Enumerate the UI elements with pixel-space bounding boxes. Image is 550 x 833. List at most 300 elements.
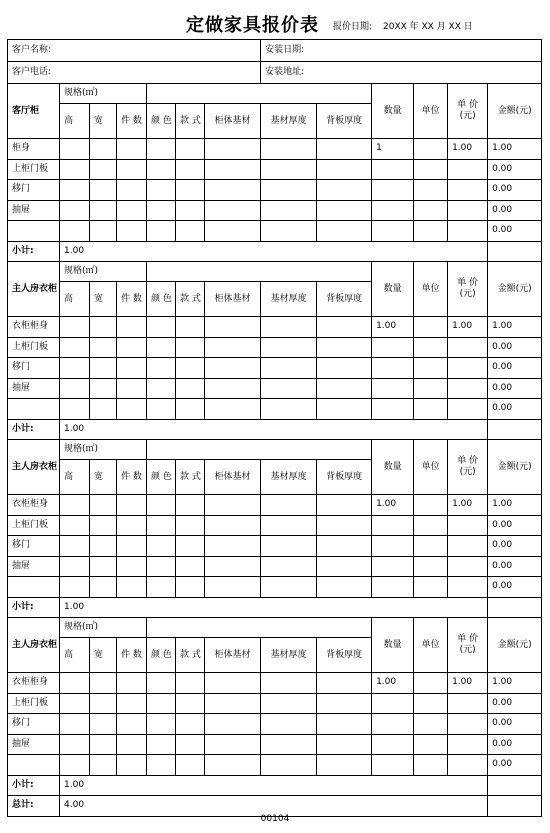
style-header: 款 式 [176, 282, 205, 317]
style-cell[interactable] [176, 693, 205, 714]
pieces-cell[interactable] [117, 200, 147, 221]
unit-price-cell[interactable] [448, 200, 488, 221]
color-cell[interactable] [147, 399, 176, 420]
quantity-cell[interactable]: 1.00 [372, 495, 414, 516]
style-cell[interactable] [176, 378, 205, 399]
spec-header: 规格(㎡) [60, 618, 147, 638]
width-cell[interactable] [90, 337, 117, 358]
unit-price-cell[interactable] [448, 556, 488, 577]
spec-header-spacer [147, 262, 372, 282]
unit-price-cell[interactable] [448, 159, 488, 180]
backboard-thickness-cell[interactable] [317, 159, 372, 180]
color-header: 颜 色 [147, 638, 176, 673]
pieces-cell[interactable] [117, 358, 147, 379]
quantity-cell[interactable] [372, 159, 414, 180]
material-thickness-cell[interactable] [261, 693, 317, 714]
unit-cell[interactable] [414, 673, 448, 694]
total-row [8, 796, 542, 817]
pieces-cell[interactable] [117, 515, 147, 536]
table-row [8, 515, 542, 536]
backboard-thickness-cell[interactable] [317, 536, 372, 557]
subtotal-row [8, 597, 542, 618]
pieces-cell[interactable] [117, 536, 147, 557]
height-header: 高 [60, 282, 90, 317]
unit-cell[interactable] [414, 755, 448, 776]
backboard-thickness-cell[interactable] [317, 399, 372, 420]
pieces-cell[interactable] [117, 139, 147, 160]
unit-header: 单位 [414, 84, 448, 139]
unit-price-cell[interactable] [448, 378, 488, 399]
quantity-cell[interactable] [372, 221, 414, 242]
amount-cell: 0.00 [488, 556, 542, 577]
height-cell[interactable] [60, 577, 90, 598]
item-name-cell: 上柜门板 [8, 515, 60, 536]
material-thickness-cell[interactable] [261, 200, 317, 221]
unit-price-cell[interactable]: 1.00 [448, 139, 488, 160]
backboard-thickness-cell[interactable] [317, 221, 372, 242]
material-thickness-cell[interactable] [261, 317, 317, 338]
amount-cell: 1.00 [488, 673, 542, 694]
width-cell[interactable] [90, 734, 117, 755]
unit-price-cell[interactable]: 1.00 [448, 317, 488, 338]
pieces-cell[interactable] [117, 399, 147, 420]
pieces-cell[interactable] [117, 337, 147, 358]
cabinet-material-cell[interactable] [205, 139, 261, 160]
unit-price-cell[interactable] [448, 693, 488, 714]
quantity-cell[interactable] [372, 734, 414, 755]
height-cell[interactable] [60, 221, 90, 242]
backboard-thickness-cell[interactable] [317, 515, 372, 536]
style-cell[interactable] [176, 577, 205, 598]
item-name-cell: 抽屉 [8, 378, 60, 399]
width-header: 宽 [90, 282, 117, 317]
color-cell[interactable] [147, 358, 176, 379]
install-date-field[interactable]: 安装日期: [261, 40, 542, 62]
width-cell[interactable] [90, 317, 117, 338]
cabinet-material-cell[interactable] [205, 495, 261, 516]
height-cell[interactable] [60, 317, 90, 338]
cabinet-material-cell[interactable] [205, 714, 261, 735]
subtotal-spacer [488, 241, 542, 262]
width-cell[interactable] [90, 673, 117, 694]
color-cell[interactable] [147, 577, 176, 598]
backboard-thickness-cell[interactable] [317, 317, 372, 338]
amount-cell: 0.00 [488, 399, 542, 420]
quantity-cell[interactable]: 1.00 [372, 317, 414, 338]
cabinet-material-cell[interactable] [205, 536, 261, 557]
width-cell[interactable] [90, 495, 117, 516]
unit-price-cell[interactable]: 1.00 [448, 495, 488, 516]
unit-price-cell[interactable] [448, 536, 488, 557]
unit-cell[interactable] [414, 495, 448, 516]
quantity-cell[interactable] [372, 577, 414, 598]
subtotal-row [8, 419, 542, 440]
amount-cell: 0.00 [488, 693, 542, 714]
table-row [8, 577, 542, 598]
style-cell[interactable] [176, 139, 205, 160]
style-cell[interactable] [176, 673, 205, 694]
quantity-cell[interactable] [372, 515, 414, 536]
material-thickness-cell[interactable] [261, 536, 317, 557]
material-thickness-cell[interactable] [261, 159, 317, 180]
style-cell[interactable] [176, 714, 205, 735]
style-cell[interactable] [176, 180, 205, 201]
color-cell[interactable] [147, 495, 176, 516]
color-cell[interactable] [147, 200, 176, 221]
title-bar [0, 8, 550, 36]
cabinet-material-cell[interactable] [205, 221, 261, 242]
pieces-cell[interactable] [117, 755, 147, 776]
material-thickness-cell[interactable] [261, 734, 317, 755]
item-name-cell: 衣柜柜身 [8, 495, 60, 516]
backboard-thickness-cell[interactable] [317, 139, 372, 160]
cabinet-material-cell[interactable] [205, 734, 261, 755]
section-name: 主人房衣柜 [8, 618, 60, 673]
backboard-thickness-cell[interactable] [317, 180, 372, 201]
backboard-thickness-cell[interactable] [317, 734, 372, 755]
width-cell[interactable] [90, 358, 117, 379]
unit-cell[interactable] [414, 221, 448, 242]
color-cell[interactable] [147, 536, 176, 557]
height-cell[interactable] [60, 180, 90, 201]
backboard-thickness-cell[interactable] [317, 755, 372, 776]
color-cell[interactable] [147, 378, 176, 399]
subtotal-value: 1.00 [60, 597, 488, 618]
amount-cell: 0.00 [488, 358, 542, 379]
color-cell[interactable] [147, 221, 176, 242]
color-cell[interactable] [147, 693, 176, 714]
quantity-cell[interactable] [372, 180, 414, 201]
height-cell[interactable] [60, 556, 90, 577]
pieces-header: 件 数 [117, 638, 147, 673]
cabinet-material-header: 柜体基材 [205, 104, 261, 139]
color-cell[interactable] [147, 755, 176, 776]
material-thickness-cell[interactable] [261, 673, 317, 694]
subtotal-spacer [488, 775, 542, 796]
pieces-cell[interactable] [117, 221, 147, 242]
quantity-cell[interactable] [372, 755, 414, 776]
cabinet-material-cell[interactable] [205, 556, 261, 577]
quantity-cell[interactable] [372, 693, 414, 714]
color-cell[interactable] [147, 734, 176, 755]
style-cell[interactable] [176, 755, 205, 776]
pieces-cell[interactable] [117, 714, 147, 735]
backboard-thickness-cell[interactable] [317, 673, 372, 694]
quantity-cell[interactable] [372, 358, 414, 379]
quote-table [7, 39, 542, 817]
style-header: 款 式 [176, 638, 205, 673]
item-name-cell: 上柜门板 [8, 337, 60, 358]
info-row-2 [8, 62, 542, 84]
material-thickness-cell[interactable] [261, 139, 317, 160]
height-cell[interactable] [60, 139, 90, 160]
width-cell[interactable] [90, 378, 117, 399]
cabinet-material-cell[interactable] [205, 673, 261, 694]
material-thickness-header: 基材厚度 [261, 460, 317, 495]
width-cell[interactable] [90, 139, 117, 160]
quote-date-value: 20XX 年 XX 月 XX 日 [383, 22, 473, 32]
material-thickness-cell[interactable] [261, 714, 317, 735]
unit-cell[interactable] [414, 180, 448, 201]
item-name-cell: 移门 [8, 358, 60, 379]
height-cell[interactable] [60, 378, 90, 399]
cabinet-material-cell[interactable] [205, 577, 261, 598]
quantity-cell[interactable] [372, 399, 414, 420]
unit-price-cell[interactable] [448, 515, 488, 536]
cabinet-material-cell[interactable] [205, 515, 261, 536]
height-cell[interactable] [60, 399, 90, 420]
table-row [8, 378, 542, 399]
unit-cell[interactable] [414, 714, 448, 735]
cabinet-material-cell[interactable] [205, 693, 261, 714]
pieces-cell[interactable] [117, 159, 147, 180]
quantity-cell[interactable] [372, 714, 414, 735]
material-thickness-cell[interactable] [261, 399, 317, 420]
backboard-thickness-cell[interactable] [317, 693, 372, 714]
style-cell[interactable] [176, 399, 205, 420]
width-cell[interactable] [90, 399, 117, 420]
unit-cell[interactable] [414, 734, 448, 755]
backboard-thickness-cell[interactable] [317, 200, 372, 221]
spec-header-spacer [147, 84, 372, 104]
pieces-cell[interactable] [117, 734, 147, 755]
quantity-cell[interactable] [372, 200, 414, 221]
height-cell[interactable] [60, 159, 90, 180]
backboard-thickness-cell[interactable] [317, 378, 372, 399]
material-thickness-cell[interactable] [261, 180, 317, 201]
cabinet-material-cell[interactable] [205, 378, 261, 399]
quantity-cell[interactable] [372, 536, 414, 557]
unit-cell[interactable] [414, 577, 448, 598]
height-cell[interactable] [60, 734, 90, 755]
cabinet-material-cell[interactable] [205, 399, 261, 420]
table-row [8, 317, 542, 338]
style-cell[interactable] [176, 734, 205, 755]
width-cell[interactable] [90, 221, 117, 242]
unit-price-cell[interactable] [448, 755, 488, 776]
color-cell[interactable] [147, 337, 176, 358]
unit-cell[interactable] [414, 159, 448, 180]
subtotal-label: 小计: [8, 419, 60, 440]
unit-cell[interactable] [414, 693, 448, 714]
table-row [8, 495, 542, 516]
height-cell[interactable] [60, 714, 90, 735]
color-header: 颜 色 [147, 104, 176, 139]
style-cell[interactable] [176, 358, 205, 379]
quantity-cell[interactable] [372, 378, 414, 399]
item-name-cell: 抽屉 [8, 200, 60, 221]
unit-price-cell[interactable] [448, 221, 488, 242]
style-cell[interactable] [176, 317, 205, 338]
amount-cell: 0.00 [488, 755, 542, 776]
quantity-cell[interactable] [372, 556, 414, 577]
backboard-thickness-cell[interactable] [317, 556, 372, 577]
color-cell[interactable] [147, 673, 176, 694]
quantity-header: 数量 [372, 440, 414, 495]
item-name-cell [8, 399, 60, 420]
unit-price-cell[interactable] [448, 714, 488, 735]
backboard-thickness-cell[interactable] [317, 358, 372, 379]
unit-price-cell[interactable] [448, 577, 488, 598]
material-thickness-cell[interactable] [261, 515, 317, 536]
width-cell[interactable] [90, 515, 117, 536]
subtotal-label: 小计: [8, 597, 60, 618]
cabinet-material-cell[interactable] [205, 317, 261, 338]
amount-cell: 0.00 [488, 221, 542, 242]
material-thickness-cell[interactable] [261, 221, 317, 242]
color-cell[interactable] [147, 556, 176, 577]
pieces-cell[interactable] [117, 673, 147, 694]
pieces-cell[interactable] [117, 556, 147, 577]
height-cell[interactable] [60, 755, 90, 776]
cabinet-material-cell[interactable] [205, 337, 261, 358]
unit-price-cell[interactable] [448, 734, 488, 755]
pieces-header: 件 数 [117, 282, 147, 317]
style-cell[interactable] [176, 159, 205, 180]
height-cell[interactable] [60, 673, 90, 694]
subtotal-spacer [488, 419, 542, 440]
unit-cell[interactable] [414, 337, 448, 358]
height-cell[interactable] [60, 515, 90, 536]
color-cell[interactable] [147, 515, 176, 536]
pieces-cell[interactable] [117, 180, 147, 201]
style-cell[interactable] [176, 515, 205, 536]
item-name-cell [8, 755, 60, 776]
height-cell[interactable] [60, 495, 90, 516]
pieces-cell[interactable] [117, 495, 147, 516]
color-cell[interactable] [147, 317, 176, 338]
total-spacer [488, 796, 542, 817]
material-thickness-cell[interactable] [261, 577, 317, 598]
unit-cell[interactable] [414, 399, 448, 420]
amount-cell: 0.00 [488, 159, 542, 180]
color-cell[interactable] [147, 159, 176, 180]
style-cell[interactable] [176, 337, 205, 358]
color-cell[interactable] [147, 180, 176, 201]
width-cell[interactable] [90, 755, 117, 776]
material-thickness-cell[interactable] [261, 755, 317, 776]
height-cell[interactable] [60, 337, 90, 358]
unit-cell[interactable] [414, 358, 448, 379]
quantity-header: 数量 [372, 262, 414, 317]
unit-price-cell[interactable] [448, 399, 488, 420]
cabinet-material-cell[interactable] [205, 755, 261, 776]
unit-cell[interactable] [414, 536, 448, 557]
section-header-row [8, 440, 542, 460]
unit-header: 单位 [414, 618, 448, 673]
pieces-cell[interactable] [117, 577, 147, 598]
amount-cell: 0.00 [488, 714, 542, 735]
width-cell[interactable] [90, 577, 117, 598]
style-cell[interactable] [176, 200, 205, 221]
pieces-cell[interactable] [117, 317, 147, 338]
unit-price-cell[interactable]: 1.00 [448, 673, 488, 694]
style-cell[interactable] [176, 221, 205, 242]
item-name-cell [8, 577, 60, 598]
customer-phone-field[interactable]: 客户电话: [8, 62, 261, 84]
backboard-thickness-cell[interactable] [317, 577, 372, 598]
table-row [8, 180, 542, 201]
width-cell[interactable] [90, 159, 117, 180]
table-row [8, 755, 542, 776]
unit-price-cell[interactable] [448, 358, 488, 379]
customer-name-field[interactable]: 客户名称: [8, 40, 261, 62]
cabinet-material-cell[interactable] [205, 200, 261, 221]
material-thickness-cell[interactable] [261, 337, 317, 358]
color-cell[interactable] [147, 714, 176, 735]
spec-header-spacer [147, 618, 372, 638]
pieces-cell[interactable] [117, 378, 147, 399]
unit-cell[interactable] [414, 556, 448, 577]
unit-cell[interactable] [414, 139, 448, 160]
amount-cell: 0.00 [488, 200, 542, 221]
width-header: 宽 [90, 638, 117, 673]
material-thickness-cell[interactable] [261, 358, 317, 379]
item-name-cell: 移门 [8, 714, 60, 735]
backboard-thickness-cell[interactable] [317, 495, 372, 516]
amount-header: 金额(元) [488, 618, 542, 673]
height-cell[interactable] [60, 536, 90, 557]
install-address-field[interactable]: 安装地址: [261, 62, 542, 84]
material-thickness-cell[interactable] [261, 378, 317, 399]
quote-date-label: 报价日期: [333, 22, 373, 32]
unit-price-cell[interactable] [448, 180, 488, 201]
unit-price-header: 单 价 (元) [448, 618, 488, 673]
quantity-cell[interactable] [372, 337, 414, 358]
color-header: 颜 色 [147, 282, 176, 317]
style-header: 款 式 [176, 460, 205, 495]
cabinet-material-cell[interactable] [205, 180, 261, 201]
width-cell[interactable] [90, 556, 117, 577]
pieces-header: 件 数 [117, 460, 147, 495]
unit-cell[interactable] [414, 200, 448, 221]
item-name-cell: 移门 [8, 180, 60, 201]
quantity-cell[interactable]: 1 [372, 139, 414, 160]
height-cell[interactable] [60, 200, 90, 221]
material-thickness-cell[interactable] [261, 556, 317, 577]
unit-price-cell[interactable] [448, 337, 488, 358]
material-thickness-cell[interactable] [261, 495, 317, 516]
backboard-thickness-cell[interactable] [317, 714, 372, 735]
color-cell[interactable] [147, 139, 176, 160]
amount-cell: 1.00 [488, 495, 542, 516]
height-cell[interactable] [60, 693, 90, 714]
backboard-thickness-header: 背板厚度 [317, 460, 372, 495]
table-row [8, 337, 542, 358]
unit-cell[interactable] [414, 378, 448, 399]
width-cell[interactable] [90, 200, 117, 221]
quantity-cell[interactable]: 1.00 [372, 673, 414, 694]
table-row [8, 221, 542, 242]
backboard-thickness-cell[interactable] [317, 337, 372, 358]
style-cell[interactable] [176, 556, 205, 577]
width-cell[interactable] [90, 180, 117, 201]
cabinet-material-cell[interactable] [205, 159, 261, 180]
height-cell[interactable] [60, 358, 90, 379]
unit-cell[interactable] [414, 515, 448, 536]
pieces-cell[interactable] [117, 693, 147, 714]
width-cell[interactable] [90, 693, 117, 714]
style-cell[interactable] [176, 536, 205, 557]
width-cell[interactable] [90, 714, 117, 735]
unit-cell[interactable] [414, 317, 448, 338]
style-cell[interactable] [176, 495, 205, 516]
color-header: 颜 色 [147, 460, 176, 495]
width-cell[interactable] [90, 536, 117, 557]
cabinet-material-cell[interactable] [205, 358, 261, 379]
info-row-1 [8, 40, 542, 62]
material-thickness-header: 基材厚度 [261, 282, 317, 317]
